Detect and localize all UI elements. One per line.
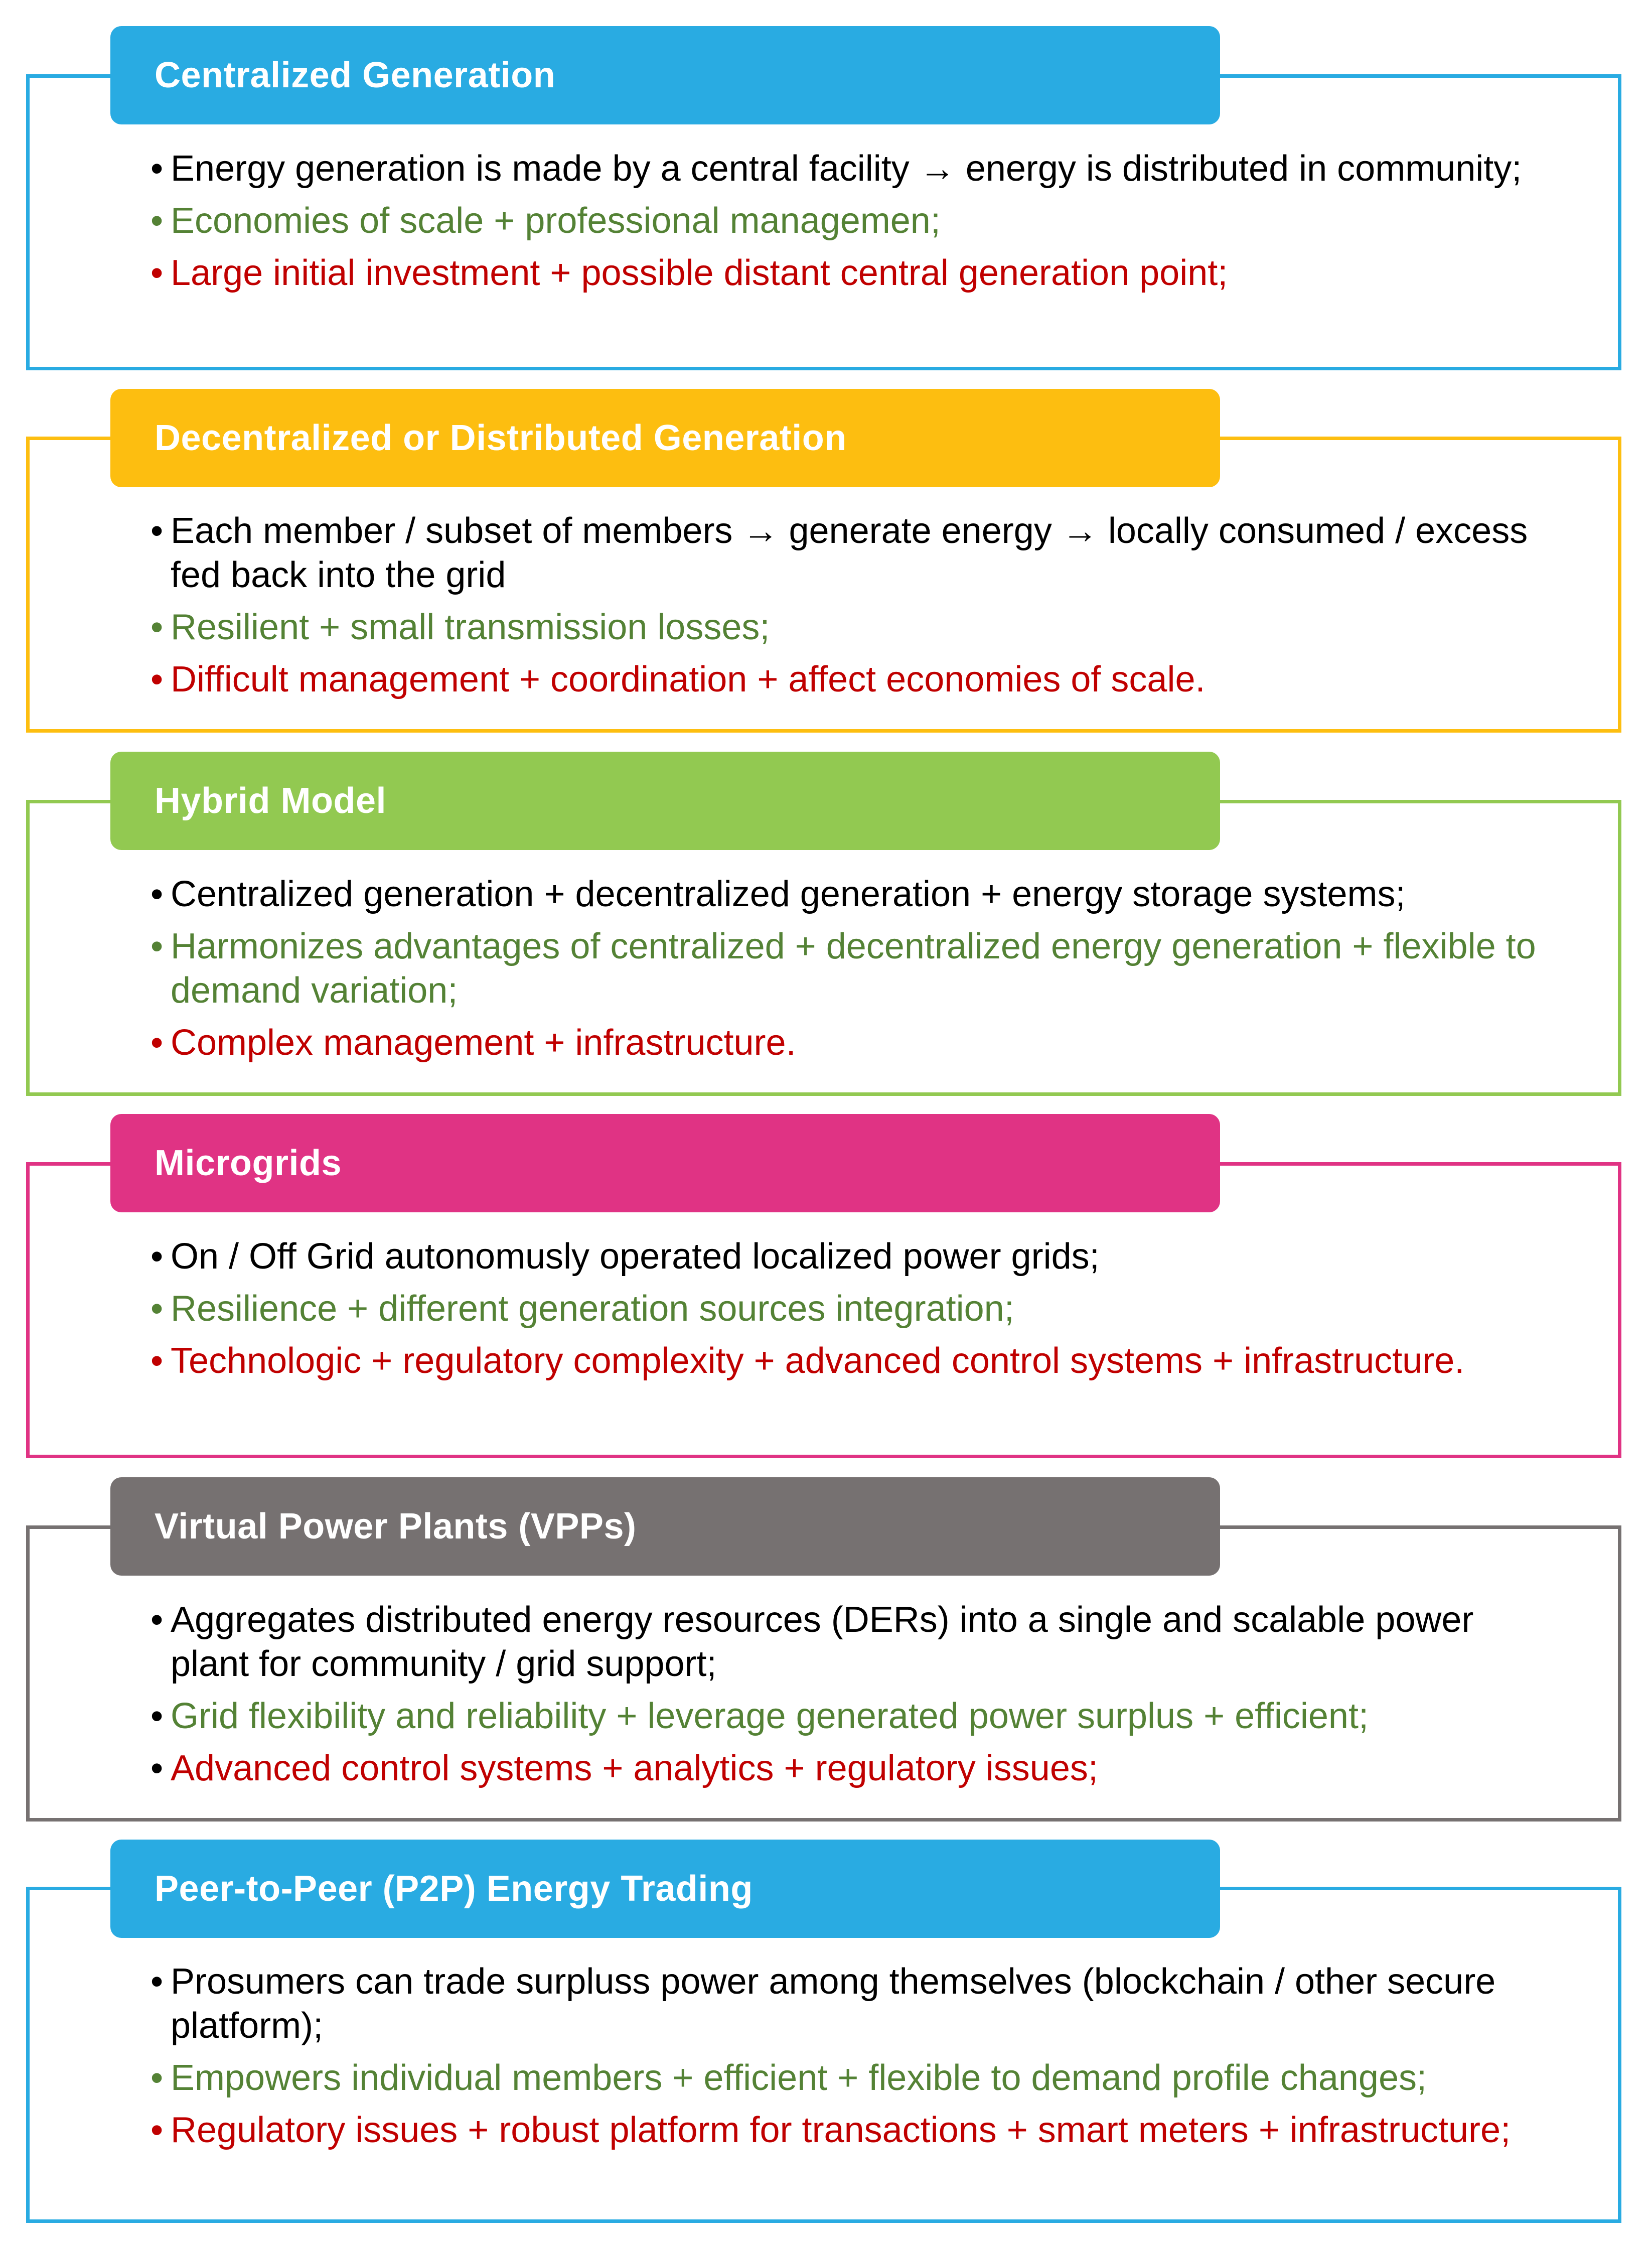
bullet-item-black bbox=[151, 147, 1555, 191]
section-header bbox=[110, 1114, 1220, 1212]
bullet-text: Centralized generation + decentralized generation + energy storage systems; bbox=[171, 874, 1406, 914]
section-title: Decentralized or Distributed Generation bbox=[155, 418, 847, 458]
bullet-item-black bbox=[151, 872, 1555, 916]
section-header bbox=[110, 1477, 1220, 1576]
section-header bbox=[110, 26, 1220, 124]
bullet-item-red bbox=[151, 1021, 1555, 1065]
bullet-item-green bbox=[151, 1694, 1555, 1738]
bullet-text: Grid flexibility and reliability + leverage generated power surplus + efficient; bbox=[171, 1696, 1369, 1736]
bullet-icon: • bbox=[151, 1289, 164, 1329]
section-body bbox=[151, 509, 1555, 710]
section-body bbox=[151, 1234, 1555, 1391]
bullet-item-green bbox=[151, 924, 1555, 1013]
bullet-item-black bbox=[151, 1959, 1555, 2048]
bullet-text: On / Off Grid autonomusly operated localized power grids; bbox=[171, 1236, 1100, 1277]
bullet-icon: • bbox=[151, 926, 164, 966]
bullet-item-red bbox=[151, 657, 1555, 702]
section-title: Virtual Power Plants (VPPs) bbox=[155, 1506, 637, 1547]
section-header bbox=[110, 752, 1220, 850]
section-body bbox=[151, 872, 1555, 1073]
bullet-icon: • bbox=[151, 607, 164, 647]
bullet-item-red bbox=[151, 1746, 1555, 1790]
section-title: Microgrids bbox=[155, 1143, 342, 1183]
bullet-icon: • bbox=[151, 1341, 164, 1381]
bullet-icon: • bbox=[151, 659, 164, 699]
bullet-text: Prosumers can trade surpluss power among themselves (blockchain / other secure platform); bbox=[171, 1962, 1496, 2046]
bullet-text: Difficult management + coordination + affect economies of scale. bbox=[171, 659, 1206, 699]
bullet-text: Large initial investment + possible distant central generation point; bbox=[171, 253, 1228, 293]
bullet-icon: • bbox=[151, 1023, 164, 1063]
bullet-text: Empowers individual members + efficient + flexible to demand profile changes; bbox=[171, 2058, 1427, 2098]
bullet-icon: • bbox=[151, 1962, 164, 2002]
bullet-icon: • bbox=[151, 201, 164, 241]
section-title: Centralized Generation bbox=[155, 55, 556, 95]
bullet-icon: • bbox=[151, 2110, 164, 2150]
bullet-item-black bbox=[151, 1234, 1555, 1279]
bullet-text: Regulatory issues + robust platform for transactions + smart meters + infrastructure; bbox=[171, 2110, 1511, 2150]
bullet-text: Technologic + regulatory complexity + advanced control systems + infrastructure. bbox=[171, 1341, 1465, 1381]
bullet-text: Aggregates distributed energy resources (DERs) into a single and scalable power plant for community / grid support; bbox=[171, 1600, 1474, 1684]
bullet-text: Harmonizes advantages of centralized + decentralized energy generation + flexible to demand variation; bbox=[171, 926, 1536, 1011]
bullet-item-red bbox=[151, 2108, 1555, 2152]
bullet-item-green bbox=[151, 1287, 1555, 1331]
bullet-icon: • bbox=[151, 1600, 164, 1640]
bullet-item-green bbox=[151, 199, 1555, 243]
bullet-text: Each member / subset of members → generate energy → locally consumed / excess fed back into the grid bbox=[171, 511, 1528, 595]
bullet-item-black bbox=[151, 509, 1555, 597]
bullet-text: Energy generation is made by a central facility → energy is distributed in community; bbox=[171, 149, 1522, 189]
section-body bbox=[151, 1598, 1555, 1798]
bullet-text: Economies of scale + professional managemen; bbox=[171, 201, 941, 241]
bullet-text: Complex management + infrastructure. bbox=[171, 1023, 796, 1063]
bullet-icon: • bbox=[151, 253, 164, 293]
bullet-item-green bbox=[151, 2056, 1555, 2100]
bullet-item-green bbox=[151, 605, 1555, 649]
bullet-icon: • bbox=[151, 1696, 164, 1736]
section-body bbox=[151, 147, 1555, 303]
section-title: Peer-to-Peer (P2P) Energy Trading bbox=[155, 1869, 753, 1909]
section-title: Hybrid Model bbox=[155, 781, 387, 821]
bullet-icon: • bbox=[151, 149, 164, 189]
section-header bbox=[110, 1840, 1220, 1938]
section-header bbox=[110, 389, 1220, 487]
bullet-icon: • bbox=[151, 1748, 164, 1788]
bullet-item-red bbox=[151, 1339, 1555, 1383]
bullet-text: Resilience + different generation sources integration; bbox=[171, 1289, 1014, 1329]
bullet-item-red bbox=[151, 251, 1555, 295]
section-body bbox=[151, 1959, 1555, 2160]
bullet-text: Advanced control systems + analytics + regulatory issues; bbox=[171, 1748, 1098, 1788]
bullet-icon: • bbox=[151, 511, 164, 551]
bullet-item-black bbox=[151, 1598, 1555, 1686]
bullet-icon: • bbox=[151, 2058, 164, 2098]
bullet-icon: • bbox=[151, 874, 164, 914]
bullet-icon: • bbox=[151, 1236, 164, 1277]
bullet-text: Resilient + small transmission losses; bbox=[171, 607, 770, 647]
